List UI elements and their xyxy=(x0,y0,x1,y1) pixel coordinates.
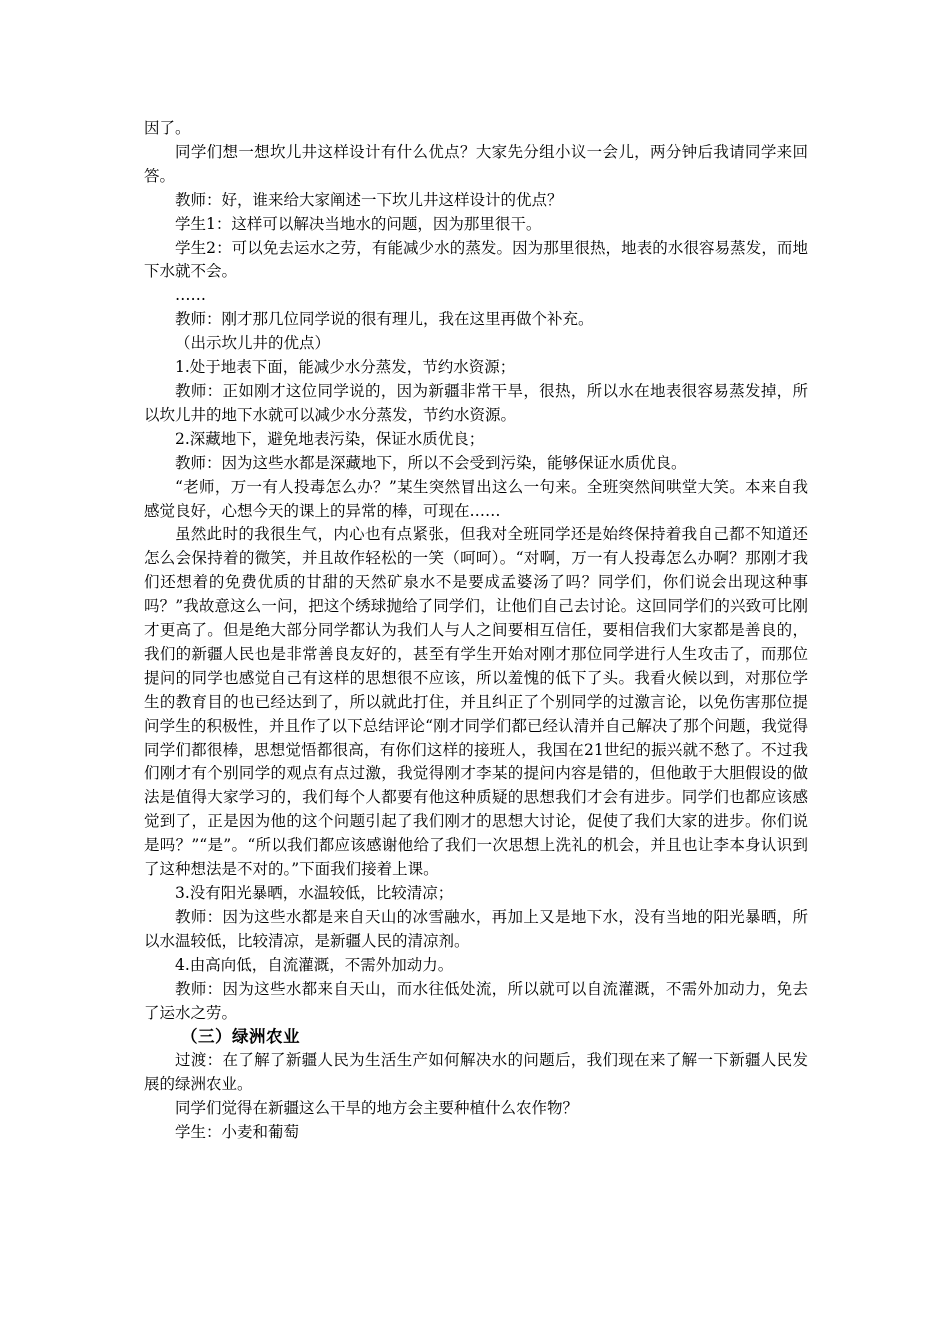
list-item: 3.没有阳光暴晒，水温较低，比较清凉； xyxy=(175,884,454,902)
paragraph: 因了。 xyxy=(144,119,191,137)
paragraph: 同学们想一想坎儿井这样设计有什么优点？大家先分组小议一会儿，两分钟后我请同学来回答。 xyxy=(144,142,808,185)
paragraph: 教师：因为这些水都来自天山，而水往低处流，所以就可以自流灌溉，不需外加动力，免去了运水之劳。 xyxy=(144,979,808,1022)
section-heading: （三）绿洲农业 xyxy=(181,1027,300,1047)
paragraph: 教师：好，谁来给大家阐述一下坎儿井这样设计的优点？ xyxy=(175,190,563,209)
list-item: 2.深藏地下，避免地表污染，保证水质优良； xyxy=(175,429,485,448)
paragraph: 教师：因为这些水都是来自天山的冰雪融水，再加上又是地下水，没有当地的阳光暴晒，所以水温较低，比较清凉，是新疆人民的清凉剂。 xyxy=(144,907,808,950)
document-body xyxy=(144,117,808,1145)
paragraph: 过渡：在了解了新疆人民为生活生产如何解决水的问题后，我们现在来了解一下新疆人民发展的绿洲农业。 xyxy=(144,1051,808,1094)
paragraph: 教师：刚才那几位同学说的很有理儿，我在这里再做个补充。 xyxy=(175,310,594,329)
paragraph: 学生：小麦和葡萄 xyxy=(175,1123,300,1142)
paragraph: 虽然此时的我很生气，内心也有点紧张，但我对全班同学还是始终保持着我自己都不知道还怎么会保持着的微笑，并且故作轻松的一笑（呵呵）。“对啊，万一有人投毒怎么办啊？那刚才我们还想着的免费优质的甘甜的天然矿泉水不是要成孟婆汤了吗？同学们，你们说会出现这种事吗？”我故意这么一问，把这个绣球抛给了同学们，让他们自己去讨论。这回同学们的兴致可比刚才更高了。但是绝大部分同学都认为我们人与人之间要相互信任，要相信我们大家都是善良的，我们的新疆人民也是非常善良友好的，甚至有学生开始对刚才那位同学进行人生攻击了，而那位提问的同学也感觉自己有这样的思想很不应该，所以羞愧的低下了头。我看火候以到，对那位学生的教育目的也已经达到了，所以就此打住，并且纠正了个别同学的过激言论，以免伤害那位提问学生的积极性，并且作了以下总结评论“刚才同学们都已经认清并自己解决了那个问题，我觉得同学们都很棒，思想觉悟都很高，有你们这样的接班人，我国在21世纪的振兴就不愁了。不过我们刚才有个别同学的观点有点过激，我觉得刚才李某的提问内容是错的，但他敢于大胆假设的做法是值得大家学习的，我们每个人都要有他这种质疑的思想我们才会有进步。同学们也都应该感觉到了，正是因为他的这个问题引起了我们刚才的思想大讨论，促使了我们大家的进步。你们说是吗？”“是”。“所以我们都应该感谢他给了我们一次思想上洗礼的机会，并且也让李本身认识到了这种想法是不对的。”下面我们接着上课。 xyxy=(144,525,808,879)
paragraph: 教师：正如刚才这位同学说的，因为新疆非常干旱，很热，所以水在地表很容易蒸发掉，所以坎儿井的地下水就可以减少水分蒸发，节约水资源。 xyxy=(144,381,808,424)
paragraph: 学生2：可以免去运水之劳，有能减少水的蒸发。因为那里很热，地表的水很容易蒸发，而地下水就不会。 xyxy=(144,238,808,281)
paragraph: 教师：因为这些水都是深藏地下，所以不会受到污染，能够保证水质优良。 xyxy=(175,453,687,472)
paragraph: （出示坎儿井的优点） xyxy=(175,334,331,353)
list-item: 4.由高向低，自流灌溉，不需外加动力。 xyxy=(175,955,454,974)
paragraph: 学生1：这样可以解决当地水的问题，因为那里很干。 xyxy=(175,214,542,233)
list-item: 1.处于地表下面，能减少水分蒸发，节约水资源； xyxy=(175,358,516,377)
paragraph: “老师，万一有人投毒怎么办？”某生突然冒出这么一句来。全班突然间哄堂大笑。本来自我感觉良好，心想今天的课上的异常的棒，可现在…… xyxy=(144,477,808,520)
paragraph: …… xyxy=(175,286,206,305)
paragraph: 同学们觉得在新疆这么干旱的地方会主要种植什么农作物？ xyxy=(175,1099,579,1118)
